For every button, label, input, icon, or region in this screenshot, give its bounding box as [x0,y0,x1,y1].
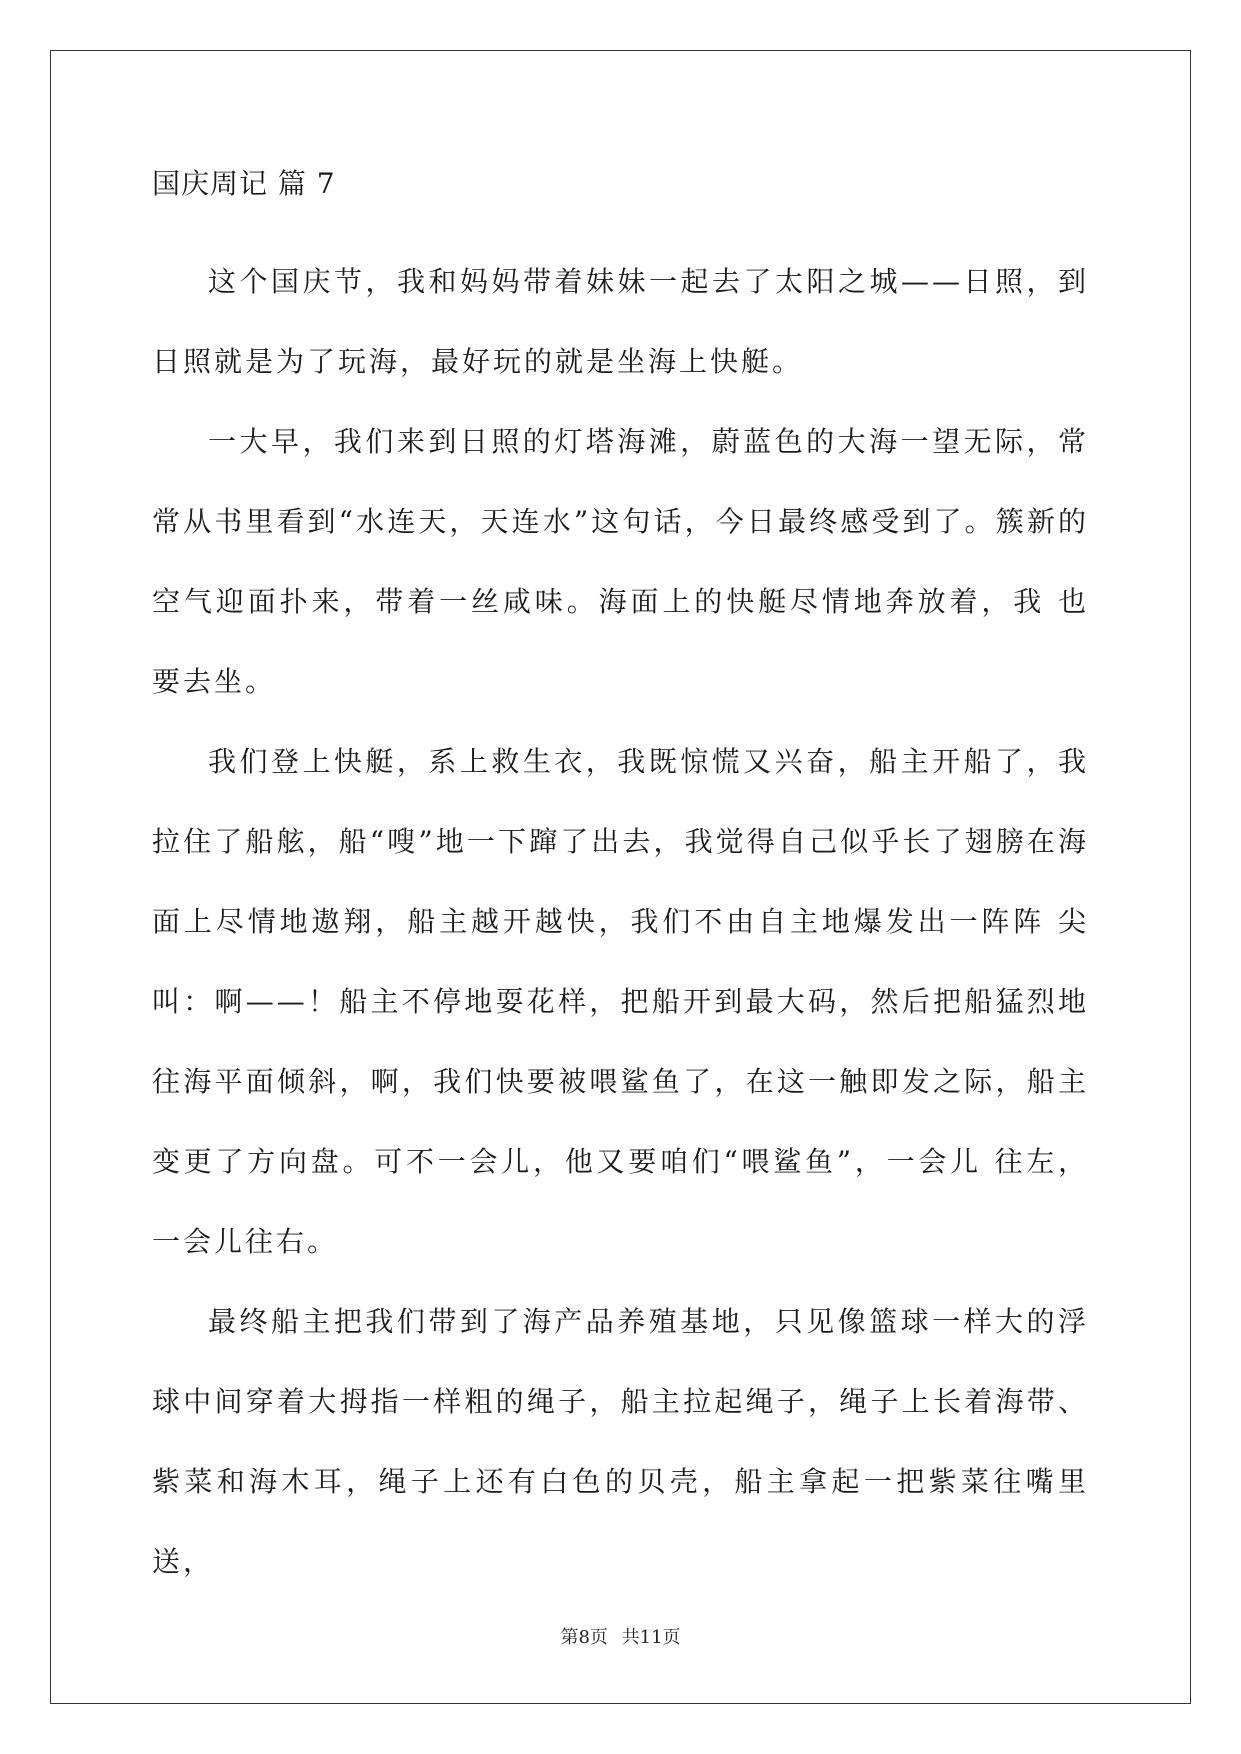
page-footer [0,1626,1241,1650]
page-number: 第8页 [560,1627,608,1648]
paragraph-4: 最终船主把我们带到了海产品养殖基地，只见像篮球一样大的浮球中间穿着大拇指一样粗的绳子，船主拉起绳子，绳子上长着海带、紫菜和海木耳，绳子上还有白色的贝壳，船主拿起一把紫菜往嘴里 送， [152,1305,1089,1578]
page-total: 共11页 [621,1627,681,1648]
paragraph-3: 我们登上快艇，系上救生衣，我既惊慌又兴奋，船主开船了，我拉住了船舷，船“嗖”地一下蹿了出去，我觉得自己似乎长了翅膀在海面上尽情地遨翔，船主越开越快，我们不由自主地爆发出一阵阵 尖叫：啊——！船主不停地耍花样，把船开到最大码，然后把船猛烈地往海平面倾斜，啊，我们快要被喂鲨鱼了，在这一触即发之际，船主变更了方向盘。可不一会儿，他又要咱们“喂鲨鱼”，一会儿 往左，一会儿往右。 [152,745,1089,1258]
document-body [152,164,1089,1602]
paragraph-2: 一大早，我们来到日照的灯塔海滩，蔚蓝色的大海一望无际，常常从书里看到“水连天，天连水”这句话，今日最终感受到了。簇新的空气迎面扑来，带着一丝咸味。海面上的快艇尽情地奔放着，我 也要去坐。 [152,425,1089,698]
paragraph-1: 这个国庆节，我和妈妈带着妹妹一起去了太阳之城——日照，到日照就是为了玩海，最好玩的就是坐海上快艇。 [152,265,1089,378]
document-title: 国庆周记 篇 7 [152,167,336,200]
